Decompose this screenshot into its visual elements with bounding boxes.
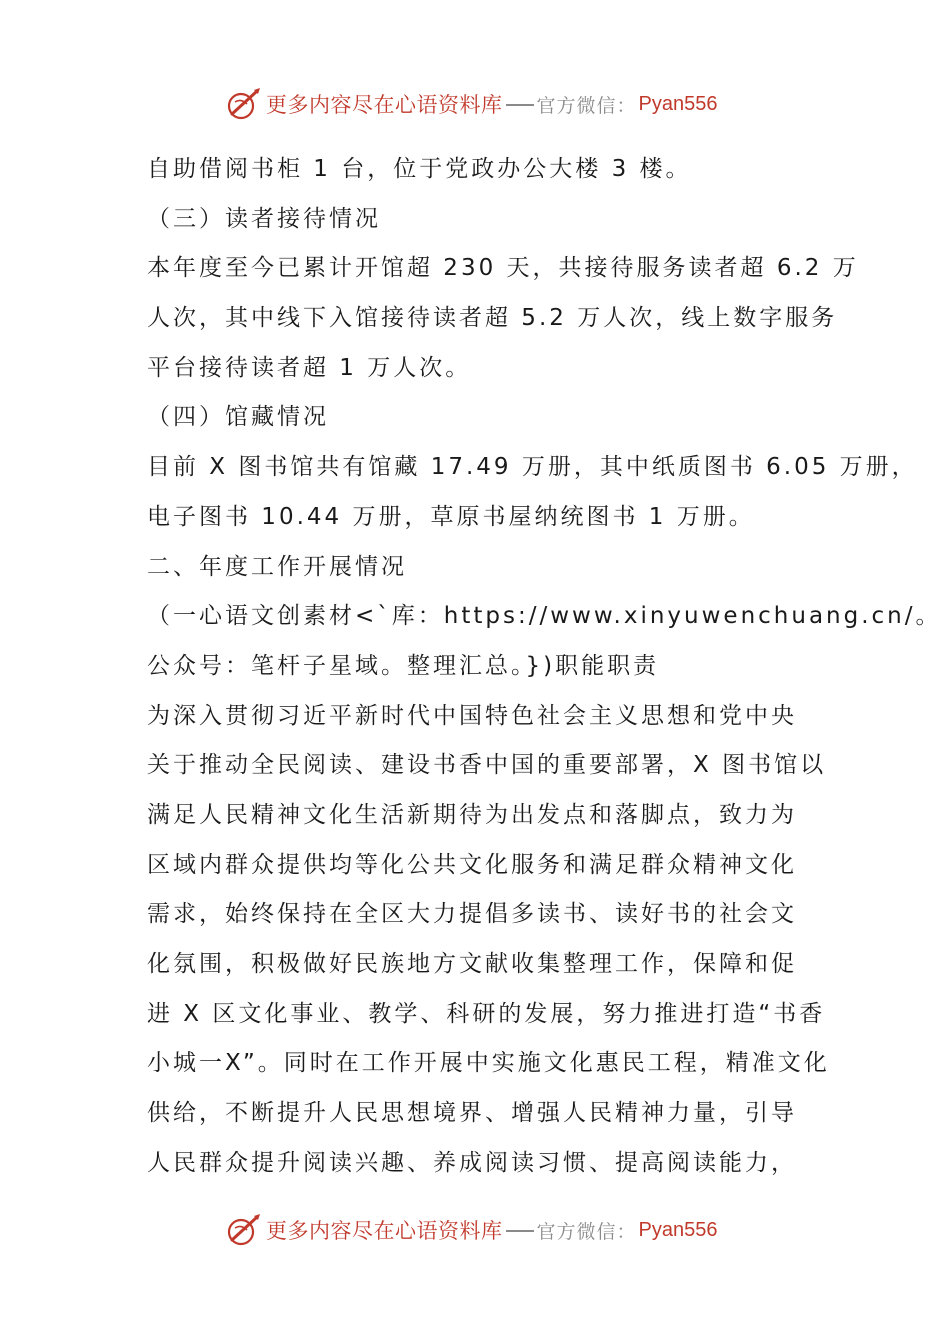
text-line: 供给，不断提升人民思想境界、增强人民精神力量，引导	[147, 1100, 797, 1127]
text-line: 目前 X 图书馆共有馆藏 17.49 万册，其中纸质图书 6.05 万册，	[147, 454, 918, 481]
watermark-brand: 更多内容尽在心语资料库	[266, 1219, 503, 1243]
text-line: （一心语文创素材<`库：https://www.xinyuwenchuang.cn/。	[147, 603, 942, 630]
watermark-dash	[506, 104, 534, 106]
document-body	[147, 145, 942, 1188]
text-line: 电子图书 10.44 万册，草原书屋纳统图书 1 万册。	[147, 503, 755, 530]
text-line: 公众号：笔杆子星域。整理汇总。})职能职责	[147, 652, 660, 679]
text-line: 化氛围，积极做好民族地方文献收集整理工作，保障和促	[147, 951, 797, 977]
text-line: 本年度至今已累计开馆超 230 天，共接待服务读者超 6.2 万	[147, 255, 859, 282]
text-line: 人次，其中线下入馆接待读者超 5.2 万人次，线上数字服务	[147, 305, 838, 332]
section-heading: （四）馆藏情况	[147, 404, 329, 431]
text-line: 进 X 区文化事业、教学、科研的发展，努力推进打造“书香	[147, 1000, 826, 1027]
watermark-dash	[506, 1230, 534, 1232]
watermark-brand: 更多内容尽在心语资料库	[266, 93, 503, 117]
text-line: 人民群众提升阅读兴趣、养成阅读习惯、提高阅读能力，	[147, 1149, 797, 1176]
watermark-wechat-handle: Pyan556	[638, 1218, 718, 1241]
footer-watermark	[226, 1210, 717, 1250]
text-line: 自助借阅书柜 1 台，位于党政办公大楼 3 楼。	[147, 156, 692, 182]
text-line: 为深入贯彻习近平新时代中国特色社会主义思想和党中央	[147, 702, 797, 729]
watermark-wechat-handle: Pyan556	[638, 92, 718, 115]
text-line: 区域内群众提供均等化公共文化服务和满足群众精神文化	[147, 851, 797, 878]
text-line: 小城一X”。同时在工作开展中实施文化惠民工程，精准文化	[147, 1050, 830, 1077]
pen-logo-icon	[226, 1212, 262, 1248]
pen-logo-icon	[226, 86, 262, 122]
section-heading: （三）读者接待情况	[147, 205, 381, 232]
header-watermark	[226, 84, 717, 124]
text-line: 需求，始终保持在全区大力提倡多读书、读好书的社会文	[147, 901, 797, 928]
watermark-official-label: 官方微信：	[536, 94, 637, 117]
text-line: 平台接待读者超 1 万人次。	[147, 354, 472, 381]
text-line: 关于推动全民阅读、建设书香中国的重要部署，X 图书馆以	[147, 752, 827, 779]
watermark-official-label: 官方微信：	[536, 1220, 637, 1243]
text-line: 满足人民精神文化生活新期待为出发点和落脚点，致力为	[147, 801, 797, 828]
section-heading: 二、年度工作开展情况	[147, 553, 407, 580]
